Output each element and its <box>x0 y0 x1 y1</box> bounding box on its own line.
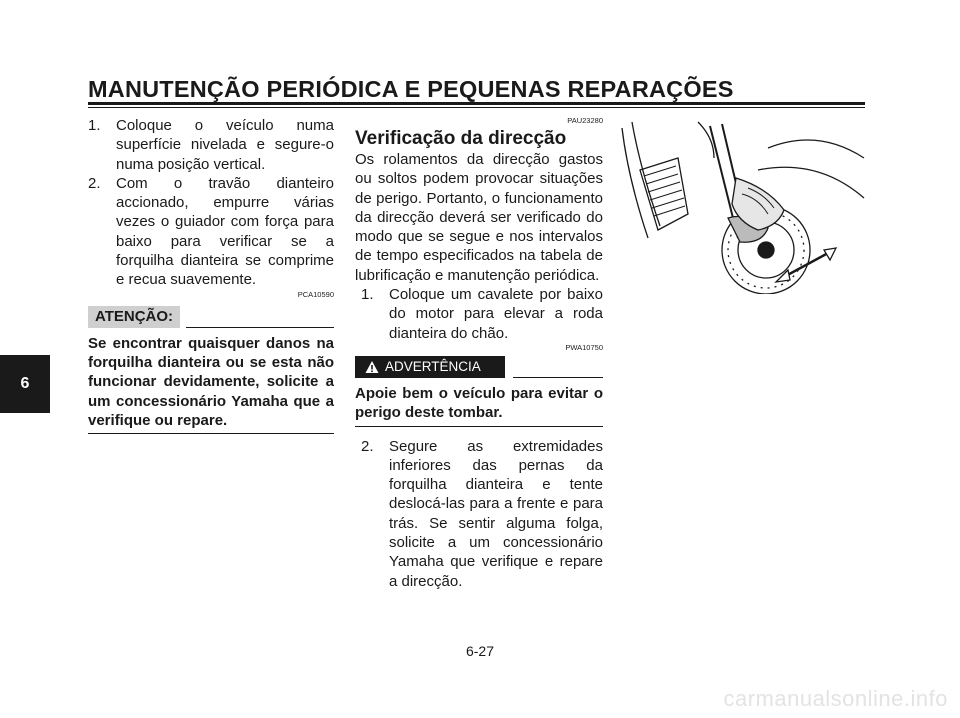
warning-badge <box>355 356 505 378</box>
step-number: 2. <box>361 437 374 455</box>
list-item <box>88 116 334 174</box>
step-number: 1. <box>361 286 374 304</box>
list-item <box>88 174 334 290</box>
step-text: Segure as extremidades inferiores das pernas da forquilha dianteira e tente deslocá-las para a frente e para trás. Se sentir alguma folga, solicite a um concessionário Yamaha que verifique e repare a direcção. <box>389 437 603 590</box>
step-text: Coloque um cavalete por baixo do motor para elevar a roda dianteira do chão. <box>389 286 603 342</box>
step-number: 2. <box>88 174 101 192</box>
attention-end-rule <box>88 433 334 434</box>
warning-rule <box>513 377 603 378</box>
attention-text: Se encontrar quaisquer danos na forquilha dianteira ou se esta não funcionar devidamente, solicite a um concessionário Yamaha que a verifique ou repare. <box>88 334 334 429</box>
left-column <box>88 116 334 434</box>
warning-label: ADVERTÊNCIA <box>385 358 481 374</box>
warning-icon <box>365 360 379 374</box>
step-number: 1. <box>88 117 101 134</box>
warning-end-rule <box>355 426 603 427</box>
attention-label: ATENÇÃO: <box>88 306 180 328</box>
attention-rule <box>186 327 334 328</box>
header-divider-thin <box>88 107 865 108</box>
right-column <box>355 116 603 591</box>
warning-header <box>355 356 603 378</box>
notice-code: PCA10590 <box>297 289 334 299</box>
section-intro: Os rolamentos da direcção gastos ou soltos podem provocar situações de perigo. Portanto, o funcionamento da direcção deverá ser verificado do modo que se segue e nos intervalos de tempo especificados na tabela de lubrificação e manutenção periódica. <box>355 151 603 284</box>
page-title: MANUTENÇÃO PERIÓDICA E PEQUENAS REPARAÇÕES <box>88 76 734 102</box>
page-number: 6-27 <box>465 643 495 659</box>
watermark: carmanualsonline.info <box>723 686 948 711</box>
step-text: Coloque o veículo numa superfície nivelada e segure-o numa posição vertical. <box>116 117 334 173</box>
warning-text: Apoie bem o veículo para evitar o perigo deste tombar. <box>355 384 603 422</box>
list-item <box>355 437 603 591</box>
section-title: Verificação da direcção <box>355 128 567 149</box>
section-code: PAU23280 <box>567 116 603 125</box>
step-text: Com o travão dianteiro accionado, empurre várias vezes o guiador com força para baixo para verificar se a forquilha dianteira se comprime e recua suavemente. <box>116 174 334 289</box>
chapter-tab: 6 <box>0 355 50 413</box>
header-divider <box>88 102 865 105</box>
warning-code: PWA10750 <box>565 342 603 352</box>
list-item <box>355 285 603 343</box>
front-fork-check-illustration <box>618 118 866 294</box>
attention-header <box>88 306 334 328</box>
